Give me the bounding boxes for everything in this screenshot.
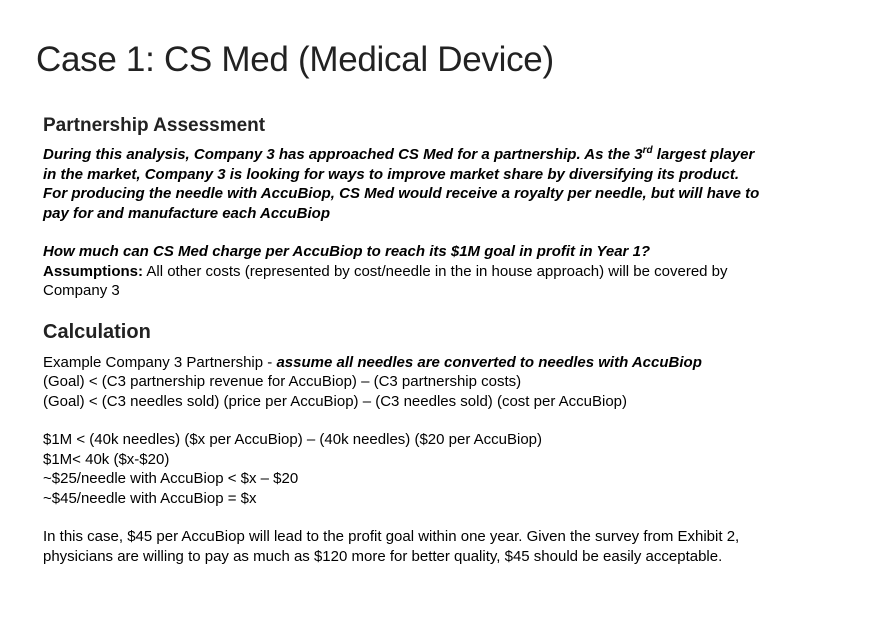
question-text: How much can CS Med charge per AccuBiop to reach its $1M goal in profit in Year 1? bbox=[43, 243, 651, 260]
assumptions bbox=[43, 262, 763, 301]
assumptions-text: All other costs (represented by cost/needle in the in house approach) will be covered by Company 3 bbox=[43, 262, 728, 299]
slide-content bbox=[43, 114, 763, 566]
step-4: ~$45/needle with AccuBiop = $x bbox=[43, 489, 257, 507]
example-emphasis: assume all needles are converted to needles with AccuBiop bbox=[276, 353, 702, 371]
example-prefix: Example Company 3 Partnership - bbox=[43, 353, 277, 371]
intro-rest: largest player in the market, Company 3 is looking for ways to improve market share by diversifying its product. For producing the needle with AccuBiop, CS Med would receive a royalty per needle, but will have to pay for and manufacture each AccuBiop bbox=[43, 146, 760, 222]
intro-superscript: rd bbox=[642, 145, 653, 156]
slide-title: Case 1: CS Med (Medical Device) bbox=[36, 40, 554, 79]
step-3: ~$25/needle with AccuBiop < $x – $20 bbox=[43, 470, 299, 487]
step-2: $1M< 40k ($x-$20) bbox=[43, 450, 170, 468]
step-1: $1M < (40k needles) ($x per AccuBiop) – (40k needles) ($20 per AccuBiop) bbox=[43, 431, 543, 448]
partnership-heading: Partnership Assessment bbox=[43, 115, 266, 136]
intro-text: During this analysis, Company 3 has approached CS Med for a partnership. As the 3 bbox=[43, 146, 643, 163]
calculation-heading: Calculation bbox=[43, 320, 151, 343]
conclusion: In this case, $45 per AccuBiop will lead to the profit goal within one year. Given the survey from Exhibit 2, physicians are willing to pay as much as $120 more for better quality, $45 should be easily acceptable. bbox=[43, 528, 740, 565]
example-line bbox=[43, 353, 763, 373]
formula-2: (Goal) < (C3 needles sold) (price per AccuBiop) – (C3 needles sold) (cost per AccuBiop) bbox=[43, 392, 628, 410]
partnership-intro bbox=[43, 145, 763, 223]
formula-1: (Goal) < (C3 partnership revenue for AccuBiop) – (C3 partnership costs) bbox=[43, 373, 522, 390]
assumptions-label: Assumptions: bbox=[43, 262, 144, 280]
